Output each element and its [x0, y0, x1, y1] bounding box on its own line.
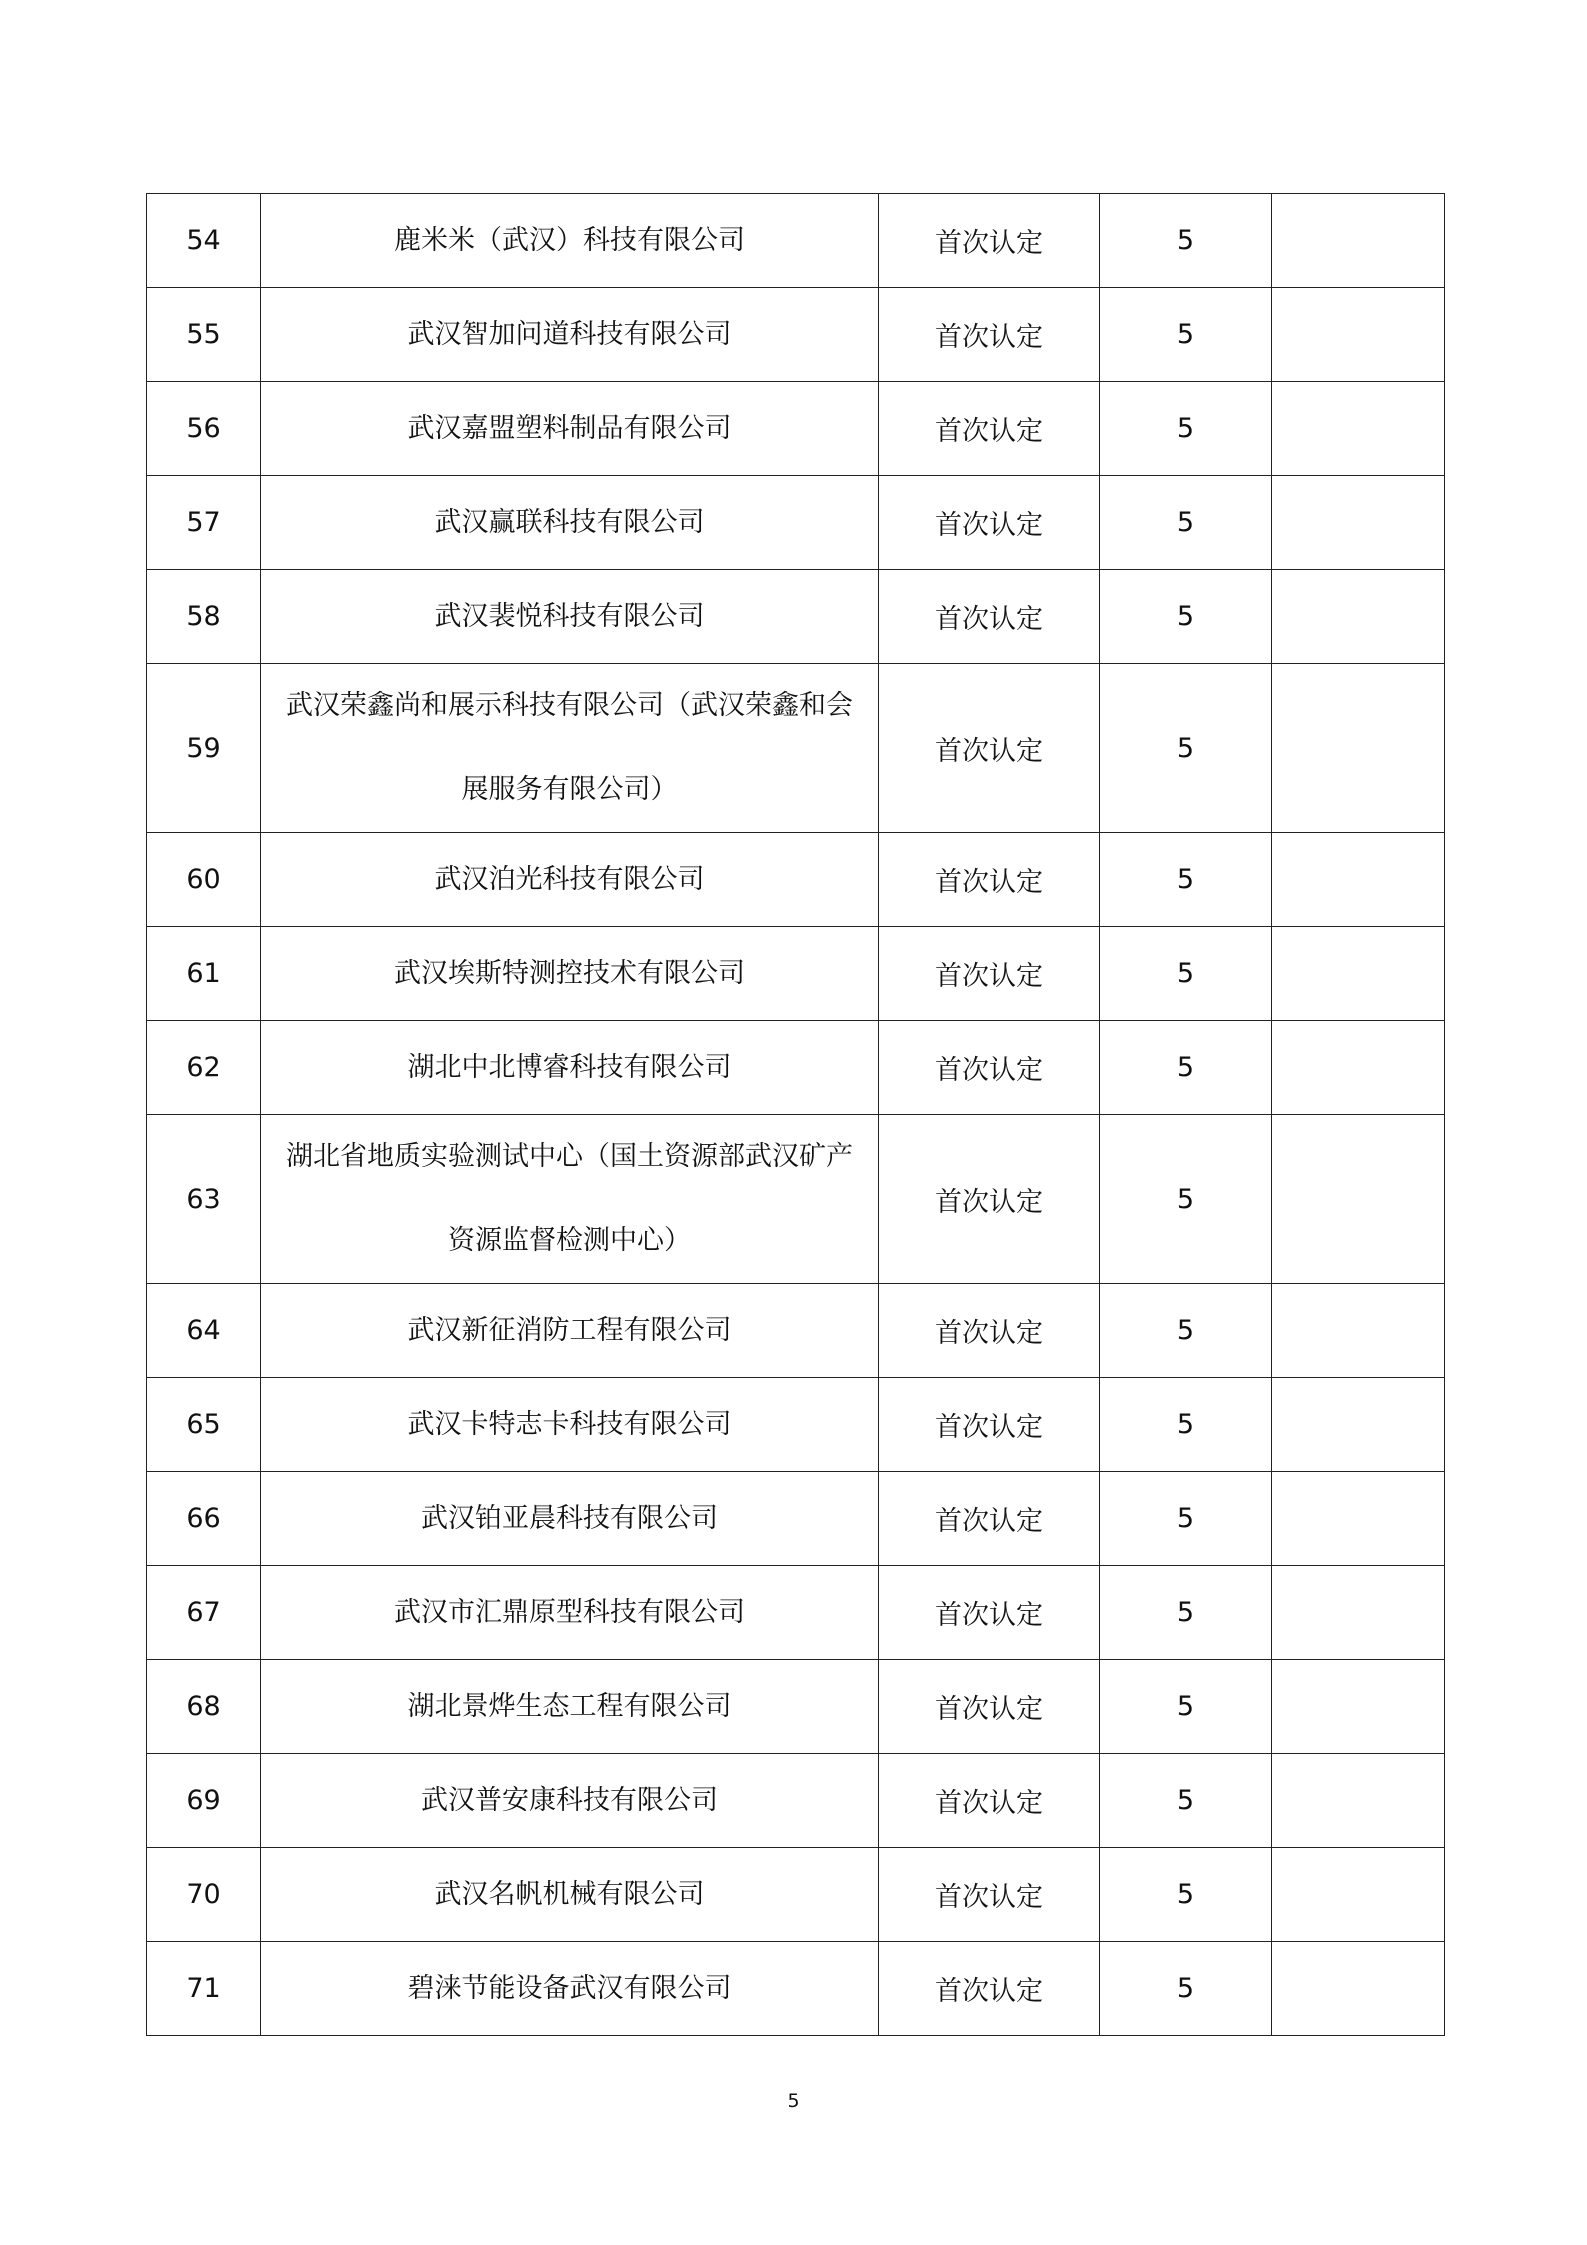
company-name: 湖北省地质实验测试中心（国土资源部武汉矿产资源监督检测中心）	[261, 1115, 879, 1284]
table-row	[147, 833, 1445, 927]
table-row	[147, 1284, 1445, 1378]
certification-type: 首次认定	[879, 1942, 1100, 2036]
company-name: 武汉市汇鼎原型科技有限公司	[261, 1566, 879, 1660]
certification-type: 首次认定	[879, 570, 1100, 664]
certification-type: 首次认定	[879, 1378, 1100, 1472]
company-name: 武汉赢联科技有限公司	[261, 476, 879, 570]
page-number: 5	[787, 2090, 800, 2112]
row-number: 63	[147, 1115, 261, 1284]
row-number: 71	[147, 1942, 261, 2036]
certification-type: 首次认定	[879, 194, 1100, 288]
score: 5	[1100, 1660, 1272, 1754]
certification-type: 首次认定	[879, 1284, 1100, 1378]
company-name: 鹿米米（武汉）科技有限公司	[261, 194, 879, 288]
certification-type: 首次认定	[879, 664, 1100, 833]
score: 5	[1100, 1021, 1272, 1115]
score: 5	[1100, 1942, 1272, 2036]
row-number: 55	[147, 288, 261, 382]
table-row	[147, 1848, 1445, 1942]
note	[1272, 1566, 1445, 1660]
row-number: 68	[147, 1660, 261, 1754]
table-row	[147, 288, 1445, 382]
certification-type: 首次认定	[879, 382, 1100, 476]
table-row	[147, 1472, 1445, 1566]
certification-type: 首次认定	[879, 288, 1100, 382]
table-row	[147, 1021, 1445, 1115]
score: 5	[1100, 1472, 1272, 1566]
note	[1272, 570, 1445, 664]
certification-type: 首次认定	[879, 1566, 1100, 1660]
company-name: 武汉铂亚晨科技有限公司	[261, 1472, 879, 1566]
table-row	[147, 1115, 1445, 1284]
table-row	[147, 1660, 1445, 1754]
certification-type: 首次认定	[879, 1472, 1100, 1566]
score: 5	[1100, 833, 1272, 927]
company-name: 湖北景烨生态工程有限公司	[261, 1660, 879, 1754]
row-number: 54	[147, 194, 261, 288]
table-row	[147, 194, 1445, 288]
company-name: 武汉卡特志卡科技有限公司	[261, 1378, 879, 1472]
note	[1272, 1115, 1445, 1284]
score: 5	[1100, 194, 1272, 288]
row-number: 65	[147, 1378, 261, 1472]
score: 5	[1100, 1566, 1272, 1660]
note	[1272, 1378, 1445, 1472]
table-row	[147, 1566, 1445, 1660]
table-row	[147, 927, 1445, 1021]
score: 5	[1100, 382, 1272, 476]
row-number: 60	[147, 833, 261, 927]
row-number: 62	[147, 1021, 261, 1115]
table-row	[147, 570, 1445, 664]
row-number: 61	[147, 927, 261, 1021]
company-name: 武汉嘉盟塑料制品有限公司	[261, 382, 879, 476]
certification-type: 首次认定	[879, 1021, 1100, 1115]
company-name: 武汉泊光科技有限公司	[261, 833, 879, 927]
company-name: 武汉新征消防工程有限公司	[261, 1284, 879, 1378]
note	[1272, 1848, 1445, 1942]
note	[1272, 1660, 1445, 1754]
certification-type: 首次认定	[879, 927, 1100, 1021]
company-name: 湖北中北博睿科技有限公司	[261, 1021, 879, 1115]
note	[1272, 1754, 1445, 1848]
certification-type: 首次认定	[879, 1115, 1100, 1284]
row-number: 70	[147, 1848, 261, 1942]
row-number: 64	[147, 1284, 261, 1378]
row-number: 58	[147, 570, 261, 664]
score: 5	[1100, 288, 1272, 382]
certification-type: 首次认定	[879, 833, 1100, 927]
note	[1272, 382, 1445, 476]
note	[1272, 288, 1445, 382]
company-table	[146, 193, 1445, 2036]
score: 5	[1100, 1754, 1272, 1848]
note	[1272, 1472, 1445, 1566]
certification-type: 首次认定	[879, 476, 1100, 570]
company-name: 武汉裴悦科技有限公司	[261, 570, 879, 664]
company-name: 武汉智加问道科技有限公司	[261, 288, 879, 382]
note	[1272, 833, 1445, 927]
table-row	[147, 1378, 1445, 1472]
score: 5	[1100, 1284, 1272, 1378]
row-number: 56	[147, 382, 261, 476]
row-number: 59	[147, 664, 261, 833]
score: 5	[1100, 1848, 1272, 1942]
certification-type: 首次认定	[879, 1754, 1100, 1848]
score: 5	[1100, 570, 1272, 664]
note	[1272, 1284, 1445, 1378]
company-name: 碧涞节能设备武汉有限公司	[261, 1942, 879, 2036]
certification-type: 首次认定	[879, 1848, 1100, 1942]
score: 5	[1100, 927, 1272, 1021]
score: 5	[1100, 1378, 1272, 1472]
table-row	[147, 1942, 1445, 2036]
note	[1272, 1021, 1445, 1115]
row-number: 69	[147, 1754, 261, 1848]
table-row	[147, 664, 1445, 833]
company-name: 武汉埃斯特测控技术有限公司	[261, 927, 879, 1021]
note	[1272, 927, 1445, 1021]
row-number: 66	[147, 1472, 261, 1566]
score: 5	[1100, 476, 1272, 570]
note	[1272, 476, 1445, 570]
row-number: 67	[147, 1566, 261, 1660]
note	[1272, 664, 1445, 833]
row-number: 57	[147, 476, 261, 570]
score: 5	[1100, 664, 1272, 833]
note	[1272, 1942, 1445, 2036]
score: 5	[1100, 1115, 1272, 1284]
company-name: 武汉名帆机械有限公司	[261, 1848, 879, 1942]
table-row	[147, 382, 1445, 476]
company-name: 武汉普安康科技有限公司	[261, 1754, 879, 1848]
company-name: 武汉荣鑫尚和展示科技有限公司（武汉荣鑫和会展服务有限公司）	[261, 664, 879, 833]
certification-type: 首次认定	[879, 1660, 1100, 1754]
table-row	[147, 1754, 1445, 1848]
table-body	[147, 194, 1445, 2036]
note	[1272, 194, 1445, 288]
table-row	[147, 476, 1445, 570]
